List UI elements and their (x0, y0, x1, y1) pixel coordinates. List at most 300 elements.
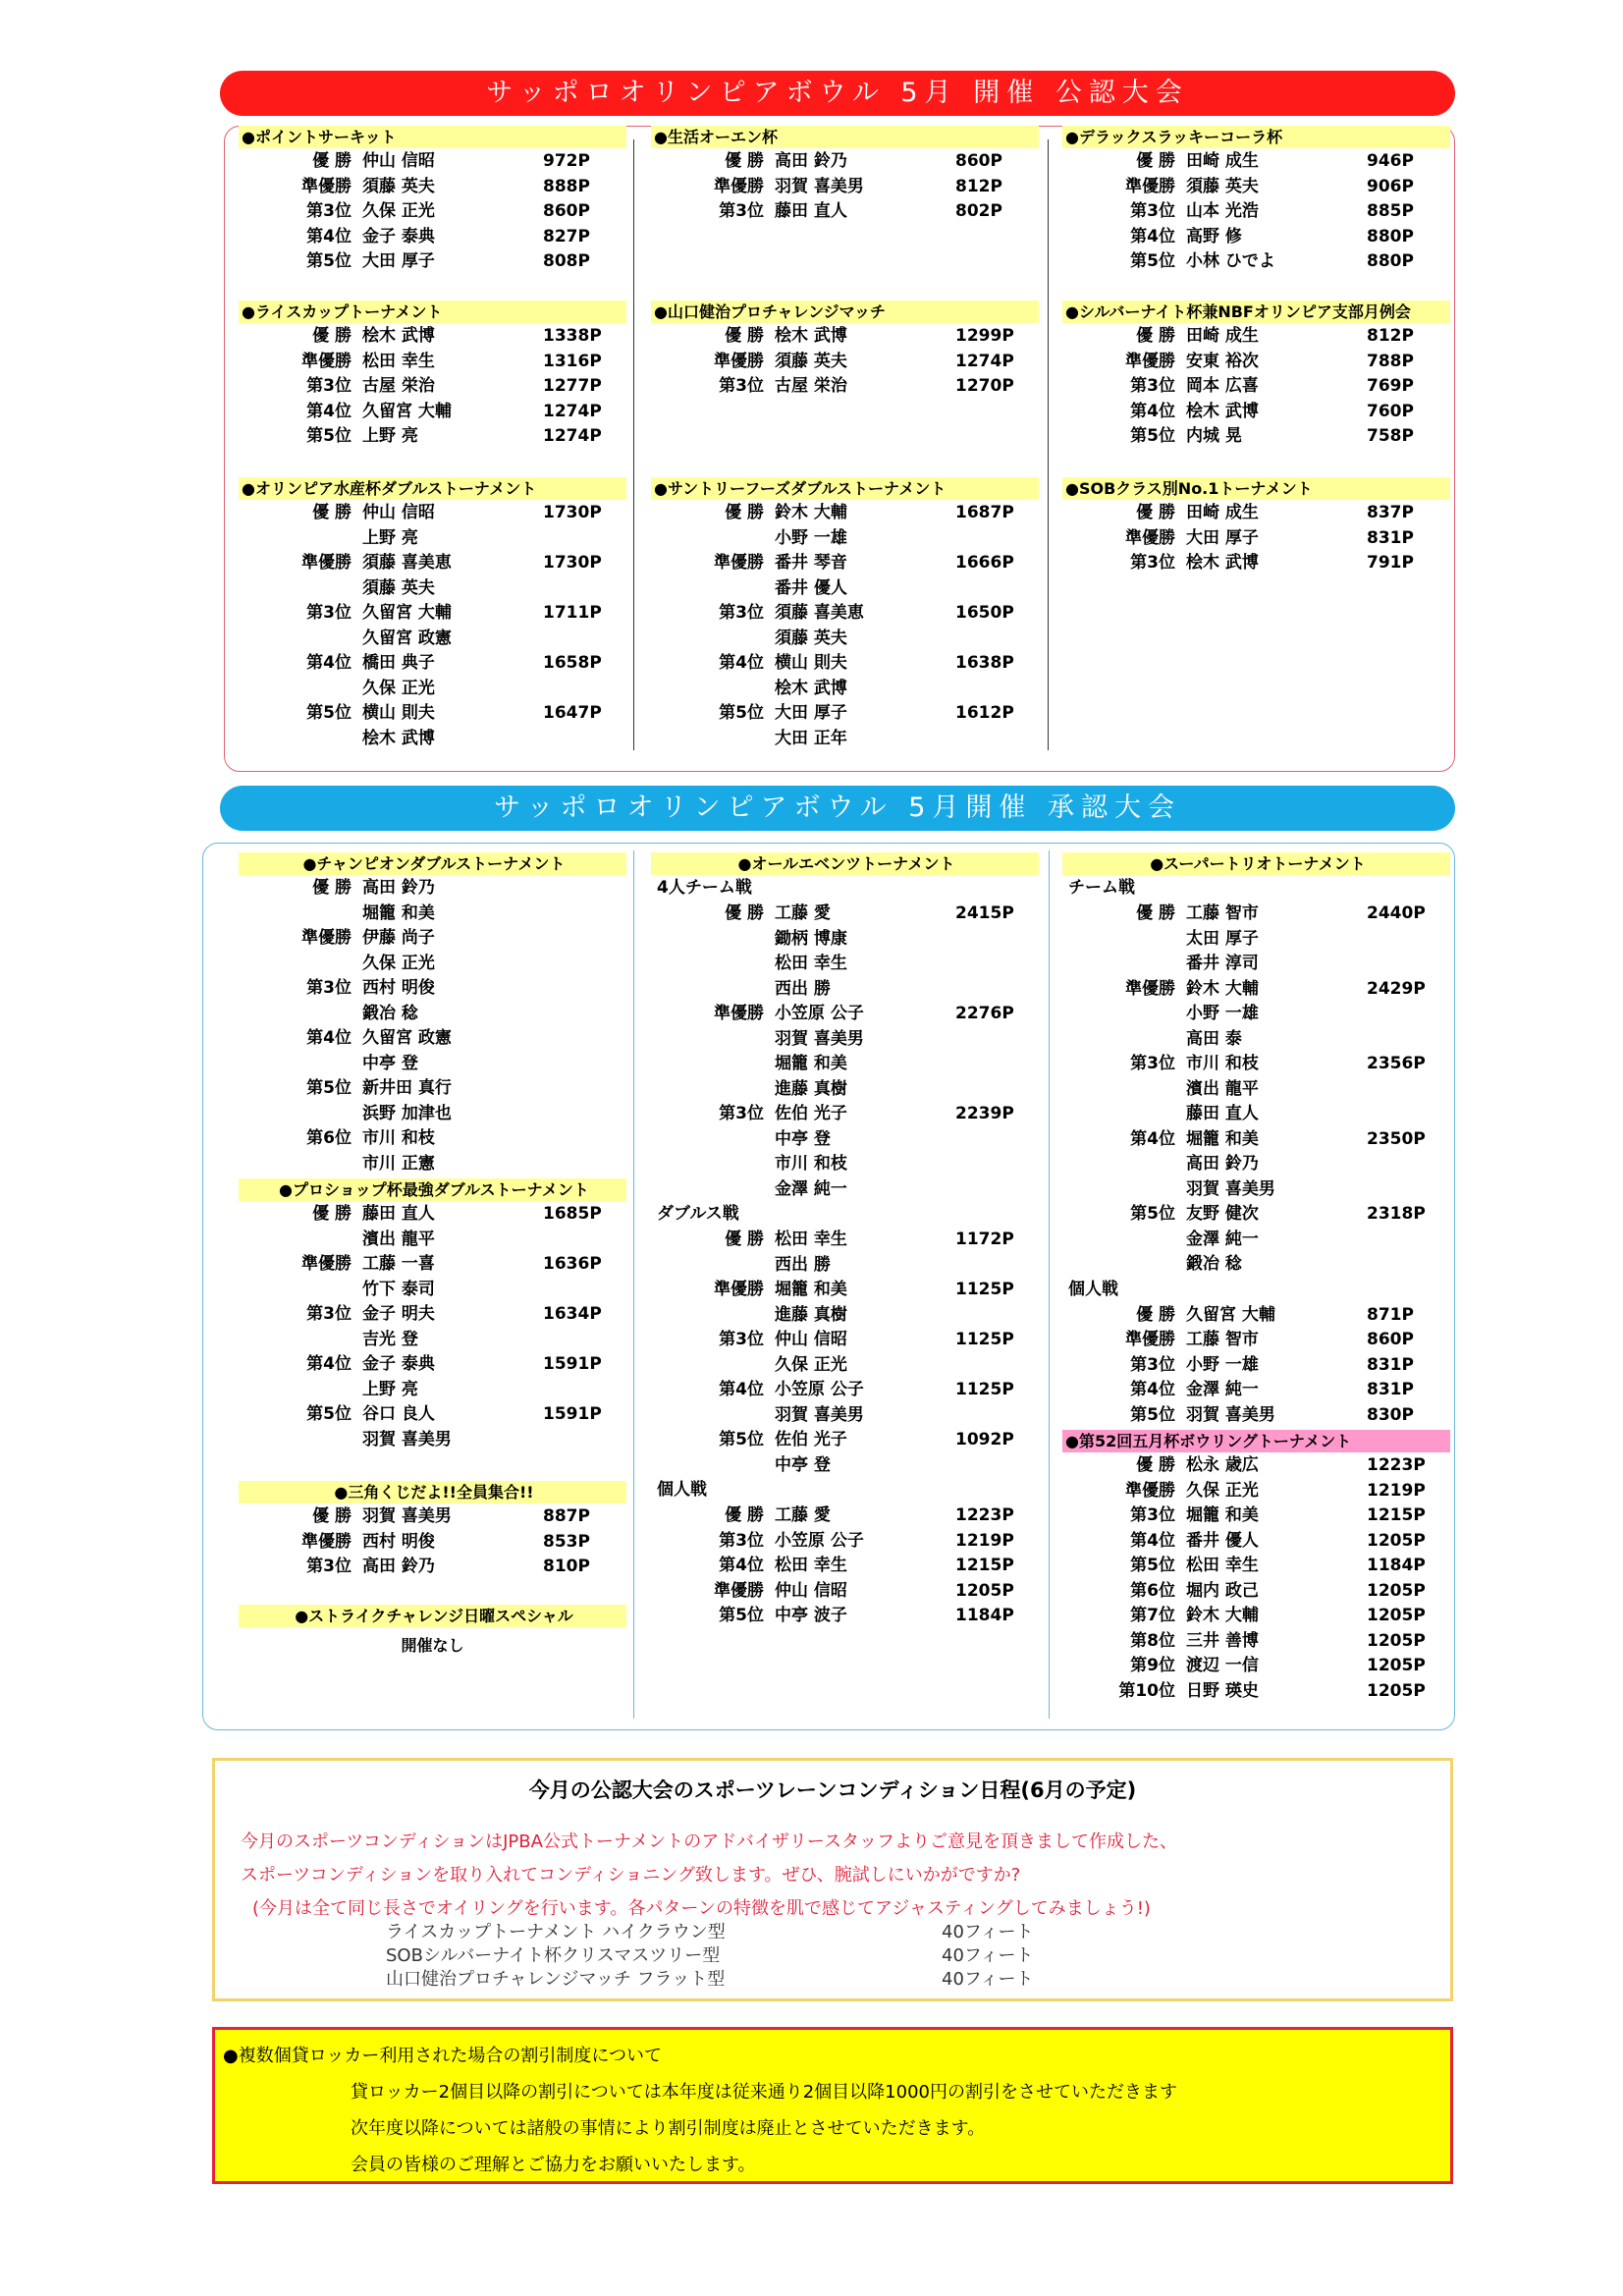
result-row (239, 875, 626, 901)
rank: 準優勝 (1125, 978, 1175, 999)
player-name: 久留宮 政憲 (362, 1028, 452, 1048)
section-suntory-doubles (651, 477, 1039, 750)
rank: 準優勝 (714, 553, 764, 573)
result-row (1062, 1076, 1450, 1102)
koushiki-banner: サッポロオリンピアボウル 5月 開催 公認大会 (220, 71, 1455, 116)
result-row (239, 575, 626, 601)
player-name: 久留宮 大輔 (1186, 1304, 1275, 1325)
player-name: 中亭 登 (362, 1053, 418, 1073)
rank: 第3位 (719, 1330, 764, 1349)
result-row (239, 650, 626, 676)
player-name: 濱出 龍平 (1186, 1078, 1259, 1099)
result-row (1062, 1201, 1450, 1227)
result-row (1062, 1026, 1450, 1052)
result-row (1062, 1503, 1450, 1528)
section-title: ●ポイントサーキット (239, 126, 626, 148)
score: 1223P (955, 1505, 1014, 1525)
rank: 第3位 (719, 1104, 764, 1123)
score: 880P (1367, 226, 1414, 246)
player-name: 中亭 波子 (775, 1606, 847, 1625)
result-row (651, 373, 1039, 399)
divider (1048, 139, 1049, 750)
section-title: ●ライスカップトーナメント (239, 301, 626, 323)
player-name: 古屋 栄治 (362, 376, 435, 396)
rank: 優 勝 (1136, 326, 1175, 346)
player-name: 高田 鈴乃 (775, 151, 847, 171)
result-row (651, 626, 1039, 651)
result-row (651, 1101, 1039, 1126)
result-row (1062, 1126, 1450, 1152)
player-name: 佐伯 光子 (775, 1104, 847, 1123)
player-name: 羽賀 喜美男 (775, 176, 864, 196)
score: 1274P (543, 426, 602, 446)
rank: 第3位 (306, 978, 352, 998)
player-name: 鍛冶 稔 (1186, 1254, 1242, 1274)
lane-line3: (今月は全て同じ長さでオイリングを行います。各パターンの特徴を肌で感じてアジャスティングしてみましょう!) (252, 1898, 1151, 1919)
result-row (239, 1327, 626, 1352)
score: 812P (1367, 326, 1414, 346)
player-name: 仲山 信昭 (362, 151, 435, 171)
result-row (651, 1427, 1039, 1452)
result-row (239, 901, 626, 926)
player-name: 田崎 成生 (1186, 326, 1259, 346)
player-name: 羽賀 喜美男 (362, 1506, 452, 1526)
section-seikatsu-cup (651, 126, 1039, 224)
result-row (651, 1001, 1039, 1026)
player-name: 浜野 加津也 (362, 1103, 452, 1123)
player-name: 羽賀 喜美男 (775, 1028, 864, 1049)
result-row (239, 1554, 626, 1579)
player-name: 金澤 純一 (775, 1178, 847, 1199)
score: 1277P (543, 376, 602, 396)
player-name: 久保 正光 (362, 678, 435, 698)
player-name: 小野 一雄 (1186, 1354, 1259, 1375)
result-row (651, 1553, 1039, 1578)
score: 888P (543, 176, 590, 196)
rank: 第3位 (1130, 1354, 1175, 1375)
result-row (1062, 248, 1450, 274)
player-name: 伊藤 尚子 (362, 928, 435, 948)
locker-notice-box (212, 2027, 1453, 2184)
rank: 第3位 (1130, 1054, 1175, 1073)
result-row (1062, 500, 1450, 525)
result-row (1062, 1653, 1450, 1678)
player-name: 新井田 真行 (362, 1078, 452, 1098)
result-row (1062, 1377, 1450, 1402)
score: 1215P (955, 1556, 1014, 1575)
player-name: 仲山 信昭 (775, 1330, 847, 1349)
rank: 第4位 (1130, 1128, 1175, 1149)
player-name: 市川 正憲 (362, 1153, 435, 1174)
player-name: 吉光 登 (362, 1329, 418, 1349)
rank: 優 勝 (725, 326, 764, 346)
result-row (1062, 148, 1450, 174)
player-name: 須藤 英夫 (775, 628, 847, 648)
result-row (1062, 1352, 1450, 1378)
score: 788P (1367, 351, 1414, 371)
score: 1219P (1367, 1480, 1426, 1501)
result-row (239, 148, 626, 174)
result-row (239, 676, 626, 701)
result-row (651, 323, 1039, 349)
score: 791P (1367, 553, 1414, 573)
rank: 第4位 (719, 1556, 764, 1575)
rank: 優 勝 (312, 1506, 352, 1526)
result-row (239, 1351, 626, 1377)
locker-line2: 次年度以降については諸般の事情により割引制度は廃止とさせていただきます。 (351, 2118, 986, 2139)
result-row (239, 525, 626, 551)
player-name: 横山 則夫 (775, 653, 847, 673)
player-name: 市川 和枝 (775, 1154, 847, 1174)
score: 1172P (955, 1230, 1014, 1249)
category-label: 4人チーム戦 (657, 878, 752, 898)
rank: 第4位 (306, 401, 352, 421)
player-name: 久保 正光 (362, 201, 435, 221)
rank: 第3位 (719, 1530, 764, 1551)
rank: 第5位 (719, 1430, 764, 1449)
score: 1205P (1367, 1656, 1426, 1675)
result-row (651, 1277, 1039, 1302)
player-name: 高田 鈴乃 (1186, 1154, 1259, 1174)
player-name: 上野 亮 (362, 1379, 418, 1399)
score: 972P (543, 151, 590, 171)
score: 810P (543, 1557, 590, 1576)
player-name: 古屋 栄治 (775, 376, 847, 396)
result-row (239, 1001, 626, 1026)
score: 837P (1367, 503, 1414, 522)
result-row (651, 550, 1039, 575)
result-row (651, 1151, 1039, 1176)
result-row (1062, 349, 1450, 374)
player-name: 西出 勝 (775, 1254, 831, 1275)
rank: 準優勝 (714, 1280, 764, 1299)
player-name: 鍛冶 稔 (362, 1003, 418, 1023)
rank: 第4位 (306, 1028, 352, 1048)
result-row (239, 1101, 626, 1126)
section-yamaguchi-pro (651, 301, 1039, 399)
result-row (1062, 525, 1450, 551)
player-name: 松田 幸生 (775, 1230, 847, 1249)
rank: 第4位 (1130, 401, 1175, 421)
score: 1223P (1367, 1455, 1426, 1475)
section-satsuki-cup (1062, 1430, 1450, 1703)
section-title: ●デラックスラッキーコーラ杯 (1062, 126, 1450, 148)
player-name: 小笠原 公子 (775, 1004, 864, 1023)
section-title: ●スーパートリオトーナメント (1062, 852, 1450, 875)
player-name: 大田 厚子 (1186, 527, 1259, 548)
score: 812P (955, 176, 1002, 196)
rank: 優 勝 (1136, 1455, 1175, 1475)
score: 831P (1367, 1354, 1414, 1375)
player-name: 佐伯 光子 (775, 1430, 847, 1449)
rank: 第3位 (719, 201, 764, 221)
result-row (651, 726, 1039, 751)
score: 1274P (543, 401, 602, 421)
rank: 第5位 (719, 703, 764, 723)
rank: 第6位 (1130, 1580, 1175, 1601)
score: 1219P (955, 1530, 1014, 1551)
result-row (239, 1025, 626, 1051)
score: 2356P (1367, 1054, 1426, 1073)
result-row (239, 700, 626, 726)
rank: 第4位 (1130, 1380, 1175, 1399)
player-name: 工藤 愛 (775, 1505, 831, 1525)
player-name: 堀籠 和美 (775, 1054, 847, 1073)
player-name: 小野 一雄 (775, 527, 847, 548)
result-row (651, 500, 1039, 525)
player-name: 進藤 真樹 (775, 1078, 847, 1099)
rank: 優 勝 (725, 1505, 764, 1525)
result-row (239, 500, 626, 525)
player-name: 松田 幸生 (775, 954, 847, 973)
rank: 第3位 (306, 201, 352, 221)
score: 1092P (955, 1430, 1014, 1449)
player-name: 高田 鈴乃 (362, 878, 435, 898)
result-row (239, 1151, 626, 1176)
player-name: 鈴木 大輔 (775, 503, 847, 522)
player-name: 山本 光浩 (1186, 201, 1259, 221)
divider (1049, 850, 1050, 1719)
score: 1612P (955, 703, 1014, 723)
rank: 準優勝 (1125, 351, 1175, 371)
score: 2350P (1367, 1128, 1426, 1149)
player-name: 久留宮 大輔 (362, 401, 452, 421)
shounin-banner: サッポロオリンピアボウル 5月開催 承認大会 (220, 786, 1455, 831)
score: 1338P (543, 326, 602, 346)
player-name: 太田 厚子 (1186, 928, 1259, 949)
rank: 優 勝 (312, 878, 352, 898)
result-row (1062, 198, 1450, 224)
rank: 準優勝 (714, 176, 764, 196)
rank: 優 勝 (725, 1230, 764, 1249)
player-name: 市川 和枝 (1186, 1054, 1259, 1073)
section-silver-night (1062, 301, 1450, 449)
player-name: 堀籠 和美 (362, 902, 435, 923)
result-row (651, 575, 1039, 601)
player-name: 中亭 登 (775, 1128, 831, 1149)
result-row (651, 349, 1039, 374)
result-row (239, 373, 626, 399)
player-name: 鋤柄 博康 (775, 928, 847, 949)
result-row (239, 323, 626, 349)
rank: 準優勝 (301, 176, 352, 196)
result-row (651, 198, 1039, 224)
result-row (239, 174, 626, 199)
rank: 優 勝 (1136, 503, 1175, 522)
player-name: 羽賀 喜美男 (362, 1429, 452, 1449)
rank: 第5位 (306, 1404, 352, 1424)
player-name: 大田 厚子 (362, 251, 435, 271)
rank: 準優勝 (1125, 176, 1175, 196)
rank: 第5位 (1130, 1204, 1175, 1224)
player-name: 進藤 真樹 (775, 1304, 847, 1325)
player-name: 藤田 直人 (362, 1204, 435, 1224)
player-name: 桧木 武博 (775, 678, 847, 698)
rank: 優 勝 (1136, 1304, 1175, 1325)
player-name: 小野 一雄 (1186, 1004, 1259, 1023)
player-name: 内城 晃 (1186, 426, 1242, 446)
score: 827P (543, 226, 590, 246)
not-held-note: 開催なし (401, 1636, 464, 1655)
pattern-length: 40フィート (942, 1945, 1034, 1966)
player-name: 金澤 純一 (1186, 1229, 1259, 1249)
result-row (239, 1125, 626, 1151)
result-row (239, 1277, 626, 1302)
score: 1205P (1367, 1530, 1426, 1551)
rank: 第4位 (719, 653, 764, 673)
result-row (651, 1603, 1039, 1628)
player-name: 田崎 成生 (1186, 151, 1259, 171)
rank: 第4位 (306, 226, 352, 246)
rank: 準優勝 (301, 1254, 352, 1274)
result-row (239, 198, 626, 224)
score: 1299P (955, 326, 1014, 346)
player-name: 工藤 智市 (1186, 903, 1259, 923)
player-name: 上野 亮 (362, 426, 418, 446)
divider (633, 850, 634, 1719)
result-row (1062, 1251, 1450, 1277)
result-row (1062, 1678, 1450, 1704)
rank: 第9位 (1130, 1656, 1175, 1675)
section-title: ●オリンピア水産杯ダブルストーナメント (239, 477, 626, 500)
result-row (1062, 373, 1450, 399)
result-row (239, 626, 626, 651)
result-row (239, 1075, 626, 1101)
player-name: 番井 優人 (775, 577, 847, 598)
rank: 第3位 (306, 603, 352, 623)
result-row (239, 600, 626, 626)
result-row (1062, 951, 1450, 976)
rank: 準優勝 (1125, 1480, 1175, 1501)
score: 906P (1367, 176, 1414, 196)
player-name: 鈴木 大輔 (1186, 1606, 1259, 1625)
score: 1125P (955, 1380, 1014, 1399)
score: 887P (543, 1506, 590, 1526)
result-row (239, 726, 626, 751)
player-name: 工藤 一喜 (362, 1254, 435, 1274)
rank: 第4位 (1130, 1530, 1175, 1551)
rank: 第3位 (306, 376, 352, 396)
result-row (239, 1301, 626, 1327)
result-row (1062, 1402, 1450, 1428)
result-row (1062, 423, 1450, 449)
score: 1205P (1367, 1680, 1426, 1701)
rank: 第3位 (1130, 201, 1175, 221)
rank: 準優勝 (301, 928, 352, 948)
rank: 第4位 (306, 1354, 352, 1374)
category-label: ダブルス戦 (657, 1204, 739, 1224)
score: 1205P (1367, 1630, 1426, 1651)
result-row (1062, 1528, 1450, 1554)
score: 1711P (543, 603, 602, 623)
rank: 第5位 (1130, 1556, 1175, 1575)
section-title: ●プロショップ杯最強ダブルストーナメント (239, 1178, 626, 1201)
player-name: 久保 正光 (775, 1354, 847, 1375)
player-name: 市川 和枝 (362, 1128, 435, 1148)
result-row (651, 1302, 1039, 1328)
score: 769P (1367, 376, 1414, 396)
score: 2318P (1367, 1204, 1426, 1224)
player-name: 松田 幸生 (775, 1556, 847, 1575)
rank: 第4位 (719, 1380, 764, 1399)
result-row (239, 925, 626, 951)
result-row (239, 1227, 626, 1252)
rank: 第5位 (1130, 426, 1175, 446)
result-row (1062, 1302, 1450, 1328)
rank: 第5位 (1130, 1404, 1175, 1425)
player-name: 高野 修 (1186, 226, 1242, 246)
section-super-trio (1062, 852, 1450, 1427)
locker-line3: 会員の皆様のご理解とご協力をお願いいたします。 (351, 2155, 756, 2175)
rank: 優 勝 (312, 326, 352, 346)
player-name: 金子 泰典 (362, 1354, 435, 1374)
player-name: 久留宮 大輔 (362, 603, 452, 623)
player-name: 西村 明俊 (362, 1531, 435, 1552)
result-row (651, 1402, 1039, 1428)
rank: 第5位 (306, 703, 352, 723)
lane-line1: 今月のスポーツコンディションはJPBA公式トーナメントのアドバイザリースタッフよりご意見を頂きまして作成した、 (241, 1831, 1177, 1852)
result-row (239, 224, 626, 249)
rank: 第4位 (306, 653, 352, 673)
score: 2429P (1367, 978, 1426, 999)
section-sob-class (1062, 477, 1450, 575)
player-name: 桧木 武博 (775, 326, 847, 346)
result-row (651, 1076, 1039, 1102)
result-row (651, 1227, 1039, 1252)
score: 946P (1367, 151, 1414, 171)
score: 1316P (543, 351, 602, 371)
player-name: 仲山 信昭 (775, 1580, 847, 1601)
player-name: 須藤 喜美恵 (775, 603, 864, 623)
score: 1215P (1367, 1505, 1426, 1525)
result-row (651, 901, 1039, 926)
player-name: 番井 琴音 (775, 553, 847, 573)
player-name: 橋田 典子 (362, 653, 435, 673)
player-name: 番井 淳司 (1186, 954, 1259, 973)
rank: 準優勝 (714, 351, 764, 371)
rank: 優 勝 (1136, 903, 1175, 923)
rank: 第7位 (1130, 1606, 1175, 1625)
player-name: 久保 正光 (362, 953, 435, 973)
score: 1125P (955, 1330, 1014, 1349)
section-rice-cup (239, 301, 626, 449)
rank: 第8位 (1130, 1630, 1175, 1651)
result-row (1062, 1553, 1450, 1578)
player-name: 松田 幸生 (362, 351, 435, 371)
result-row (1062, 976, 1450, 1002)
result-row (651, 1352, 1039, 1378)
result-row (651, 976, 1039, 1002)
lane-title: 今月の公認大会のスポーツレーンコンディション日程(6月の予定) (528, 1778, 1137, 1802)
result-row (1062, 1001, 1450, 1026)
rank: 第4位 (1130, 226, 1175, 246)
score: 1636P (543, 1254, 602, 1274)
player-name: 須藤 英夫 (362, 577, 435, 598)
result-row (1062, 901, 1450, 926)
player-name: 金子 明夫 (362, 1304, 435, 1324)
score: 860P (955, 151, 1002, 171)
player-name: 金澤 純一 (1186, 1380, 1259, 1399)
player-name: 堀内 政己 (1186, 1580, 1259, 1601)
result-row (239, 423, 626, 449)
result-row (651, 1176, 1039, 1202)
result-row (651, 1578, 1039, 1604)
score: 1205P (1367, 1580, 1426, 1601)
player-name: 堀籠 和美 (775, 1280, 847, 1299)
lane-line2: スポーツコンディションを取り入れてコンディショニング致します。ぜひ、腕試しにいかがですか? (241, 1865, 1021, 1886)
player-name: 日野 瑛史 (1186, 1680, 1259, 1701)
player-name: 西村 明俊 (362, 978, 435, 998)
